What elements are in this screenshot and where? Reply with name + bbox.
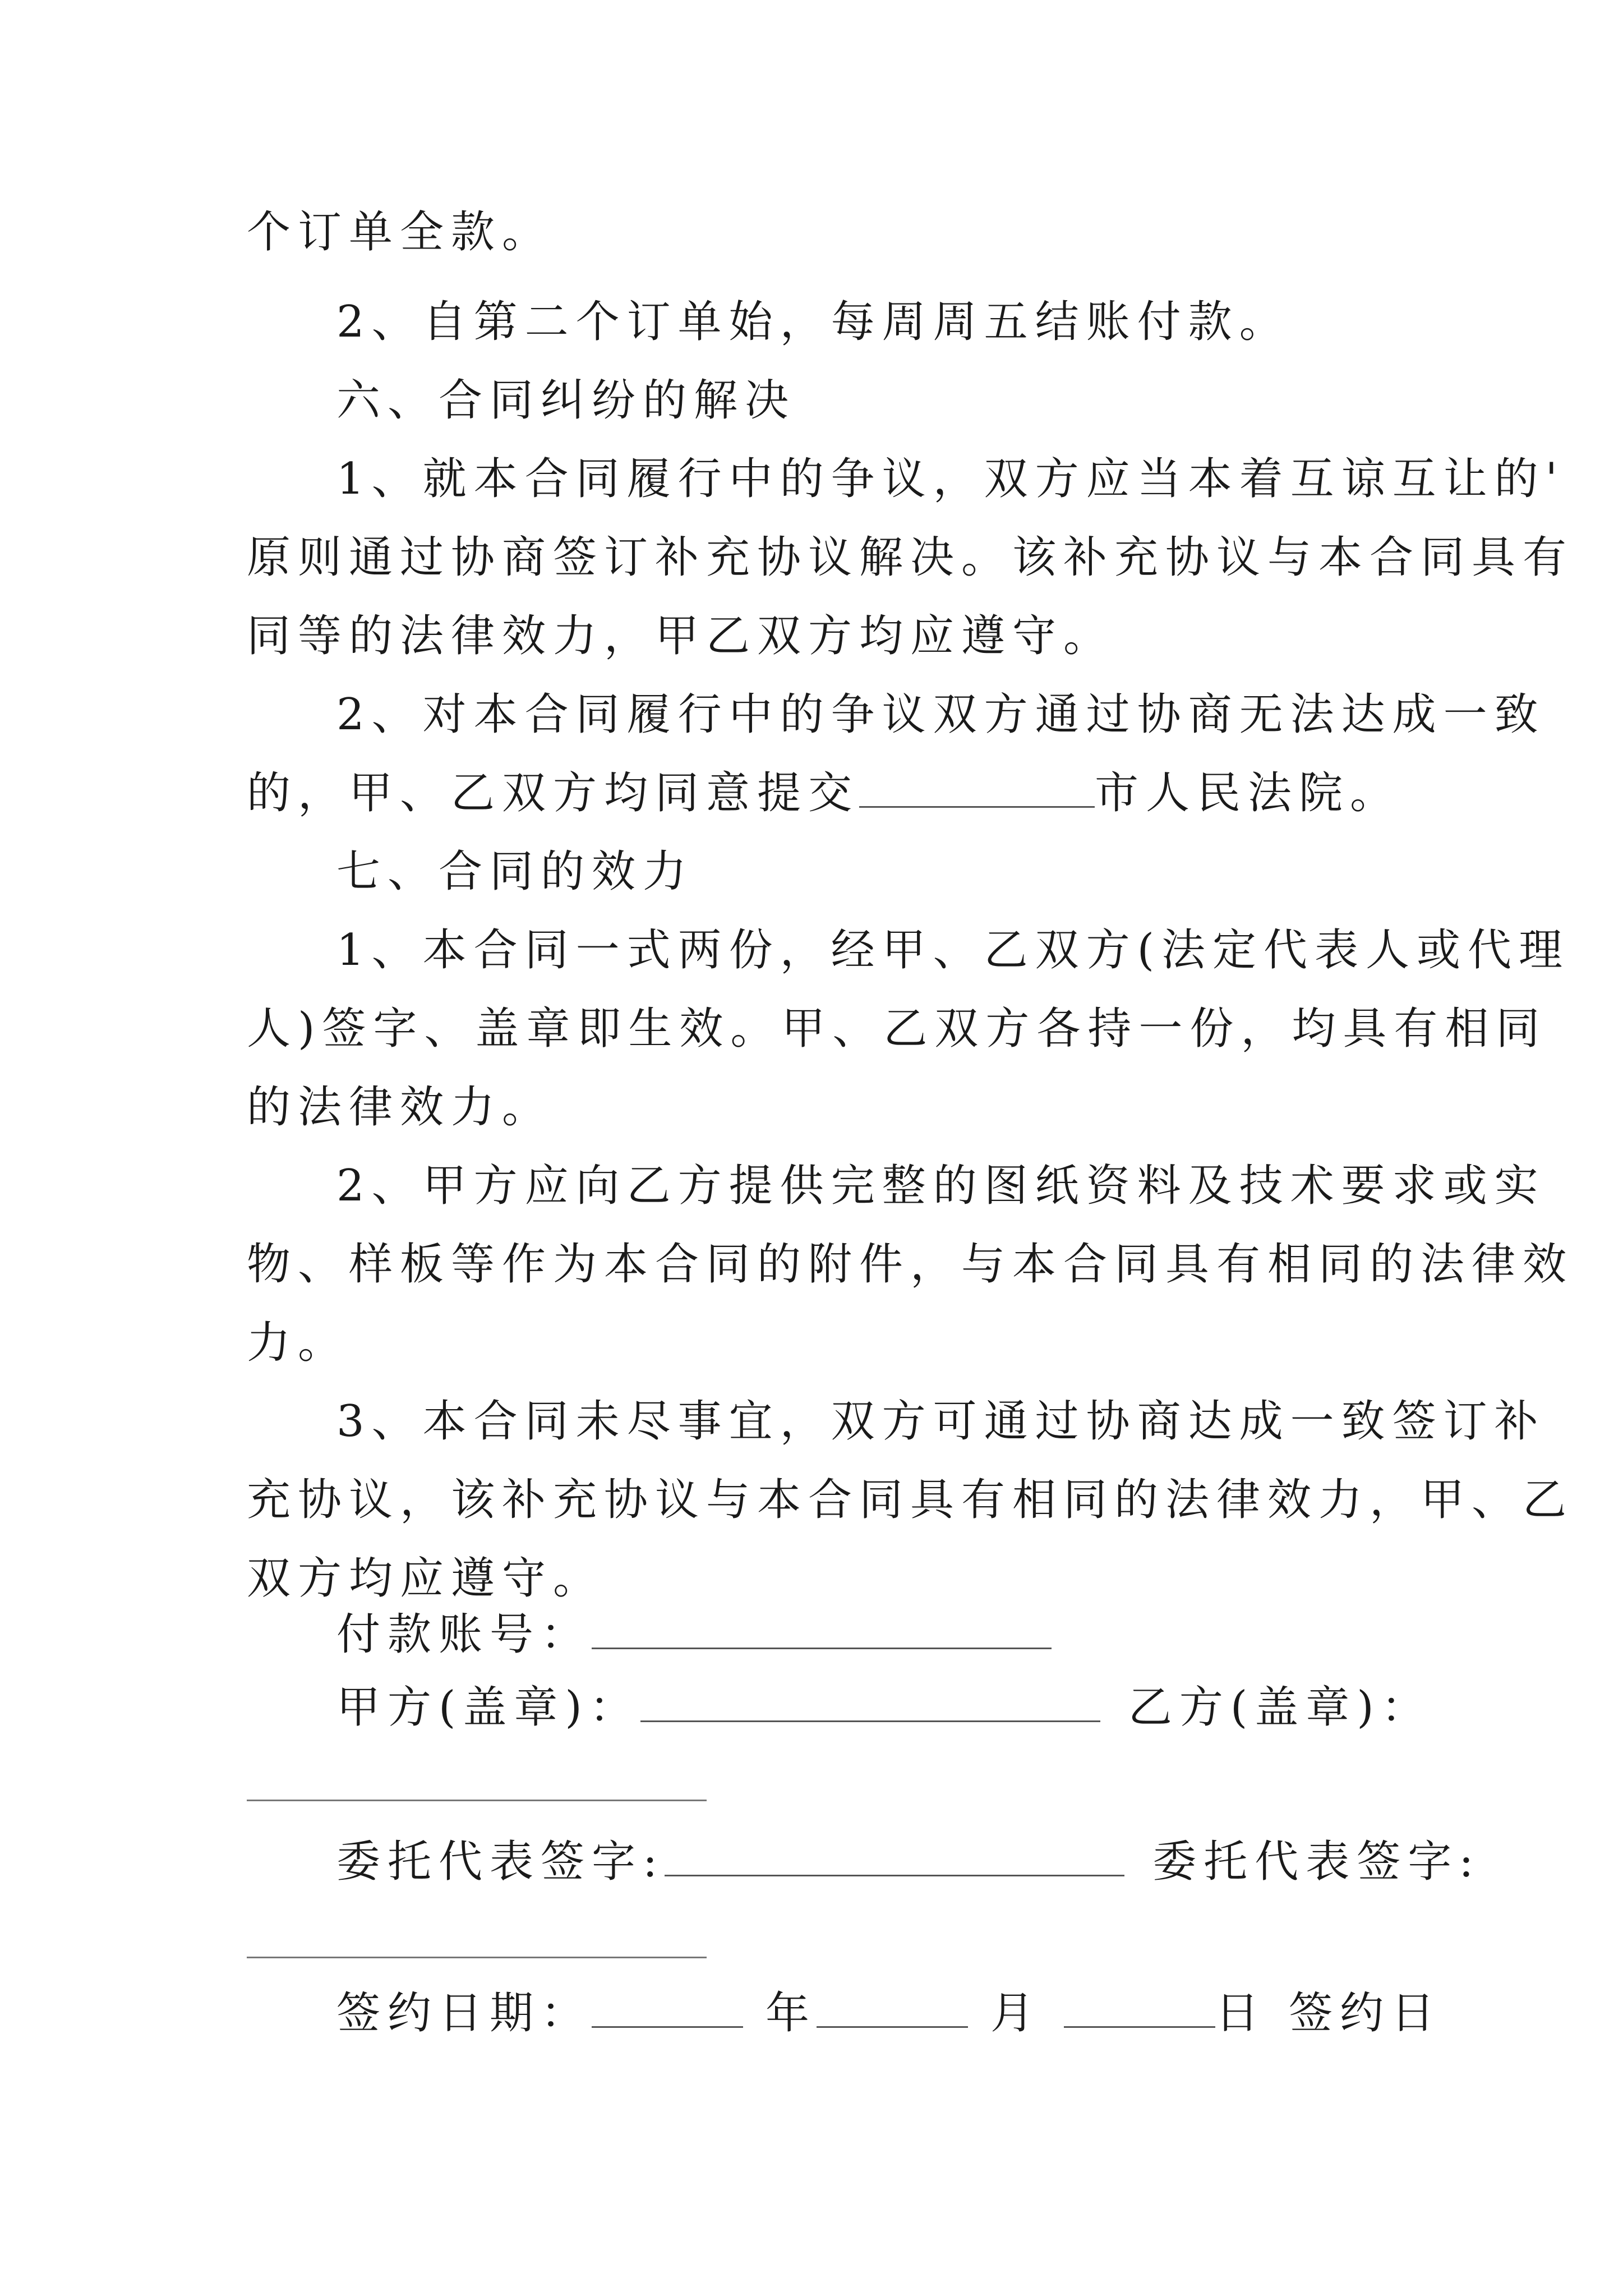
- text-line: 个订单全款。: [247, 207, 554, 257]
- rep-sign-label-a: 委托代表签字:: [336, 1837, 665, 1887]
- party-seal-row: [336, 1682, 1432, 1733]
- payment-account-label: 付款账号：: [336, 1609, 592, 1660]
- day-blank[interactable]: [1064, 1993, 1215, 2028]
- rep-sign-blank-b[interactable]: [247, 1957, 707, 1958]
- text-line: 人)签字、盖章即生效。甲、乙双方各持一份，均具有相同: [247, 1004, 1547, 1054]
- rep-sign-blank-a[interactable]: [665, 1841, 1124, 1876]
- text-line: 2、甲方应向乙方提供完整的图纸资料及技术要求或实: [336, 1161, 1546, 1211]
- year-blank[interactable]: [592, 1993, 743, 2028]
- party-a-seal-blank[interactable]: [640, 1687, 1100, 1722]
- sign-date-label: 签约日期：: [336, 1988, 592, 2039]
- month-blank[interactable]: [817, 1993, 968, 2028]
- text-line: 双方均应遵守。: [247, 1553, 605, 1604]
- rep-sign-label-b: 委托代表签字:: [1152, 1837, 1481, 1887]
- court-line-after: 市人民法院。: [1095, 768, 1401, 818]
- section-heading: 六、合同纠纷的解决: [336, 375, 796, 426]
- text-line: 充协议，该补充协议与本合同具有相同的法律效力，甲、乙: [247, 1475, 1574, 1525]
- text-line: 同等的法律效力，甲乙双方均应遵守。: [247, 611, 1115, 661]
- rep-sign-row: [336, 1837, 1481, 1887]
- day-label: 日: [1215, 1988, 1267, 2039]
- text-line: 原则通过协商签订补充协议解决。该补充协议与本合同具有: [247, 532, 1574, 583]
- text-line: 2、对本合同履行中的争议双方通过协商无法达成一致: [336, 689, 1546, 740]
- party-b-seal-label: 乙方(盖章)：: [1128, 1682, 1432, 1733]
- month-label: 月: [990, 1988, 1042, 2039]
- text-line: 2、自第二个订单始，每周周五结账付款。: [336, 297, 1290, 347]
- text-line: 物、样板等作为本合同的附件，与本合同具有相同的法律效: [247, 1239, 1574, 1290]
- text-line: 1、本合同一式两份，经甲、乙双方(法定代表人或代理: [336, 925, 1570, 976]
- year-label: 年: [766, 1988, 817, 2039]
- section-heading: 七、合同的效力: [336, 846, 694, 897]
- court-blank[interactable]: [859, 772, 1095, 808]
- text-line: 3、本合同未尽事宜，双方可通过协商达成一致签订补: [336, 1396, 1546, 1447]
- party-b-seal-blank[interactable]: [247, 1800, 707, 1801]
- sign-date-row: [336, 1988, 1442, 2039]
- text-line: 力。: [247, 1318, 349, 1368]
- payment-account-row: [336, 1609, 1052, 1660]
- court-line-before: 的，甲、乙双方均同意提交: [247, 768, 860, 818]
- party-a-seal-label: 甲方(盖章)：: [336, 1682, 640, 1733]
- court-line: [247, 768, 1401, 818]
- payment-account-blank[interactable]: [592, 1614, 1052, 1649]
- sign-date-trailing: 签约日: [1289, 1988, 1442, 2039]
- text-line: 的法律效力。: [247, 1082, 554, 1133]
- text-line: 1、就本合同履行中的争议，双方应当本着互谅互让的': [336, 454, 1565, 504]
